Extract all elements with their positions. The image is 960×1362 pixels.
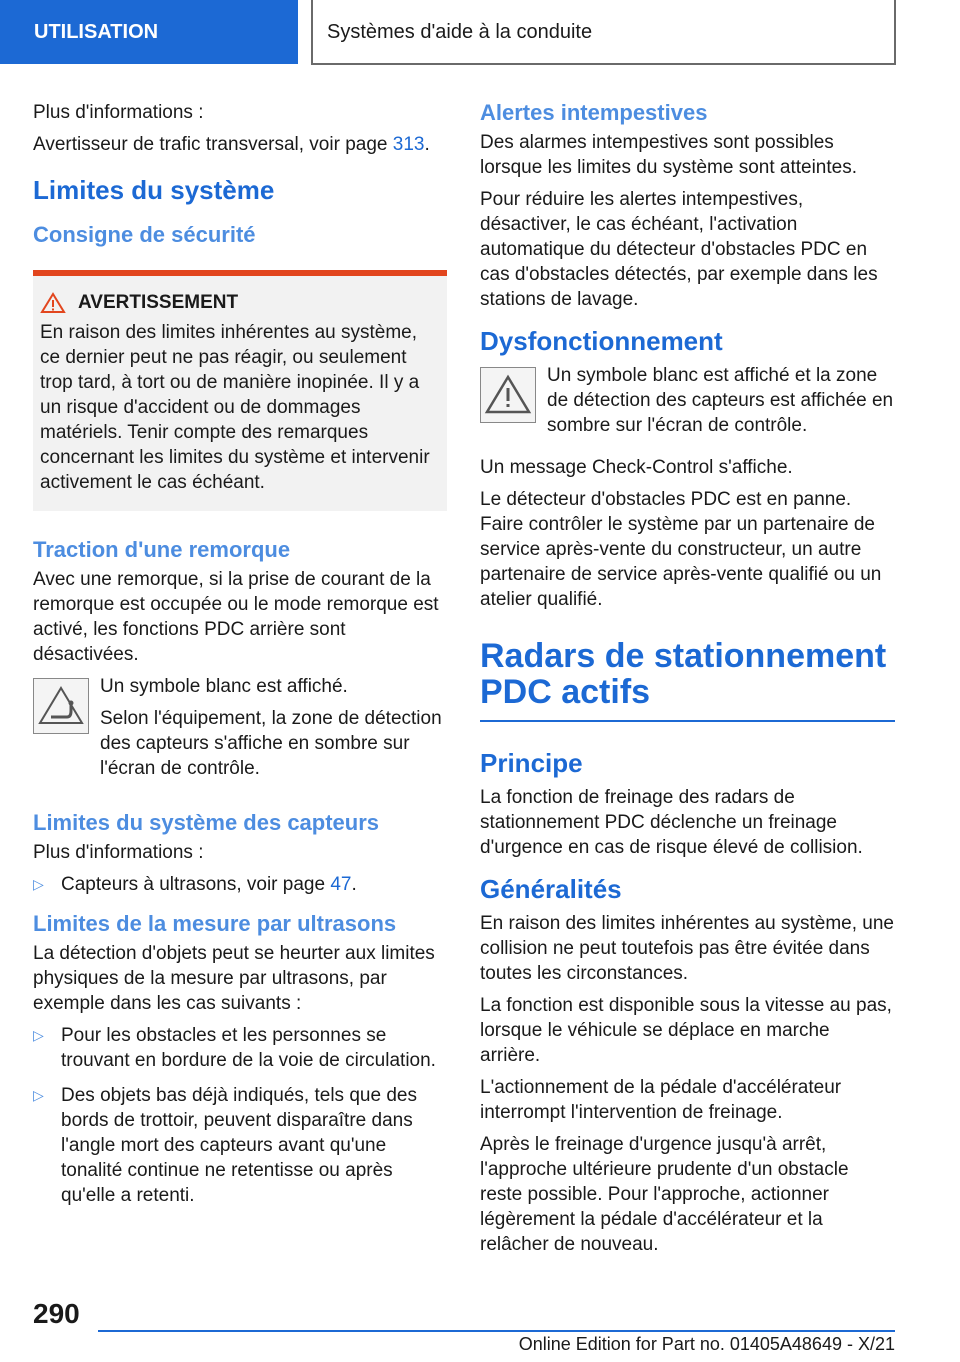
page-number: 290 (33, 1298, 80, 1329)
safety-heading: Consigne de sécurité (33, 222, 256, 247)
page-link-47[interactable]: 47 (330, 874, 352, 895)
malfunction-symbol-text: Un symbole blanc est affiché et la zone de détection des capteurs est affichée en sombre sur l'écran de contrôle. (547, 365, 894, 436)
limits-heading: Limites du système (33, 175, 275, 205)
trailer-symbol-text-1: Un symbole blanc est affiché. (100, 676, 348, 697)
false-alerts-p2: Pour réduire les alertes intempestives, désactiver, le cas échéant, l'activation automatique du détecteur d'obstacles PDC en cas d'obstacles détectés, par exemple dans les stations de lavage. (480, 189, 878, 310)
warning-box (33, 270, 447, 511)
warning-title: AVERTISSEMENT (40, 292, 439, 314)
malfunction-warning-icon (480, 367, 536, 423)
header-section: UTILISATION (0, 0, 298, 64)
sensor-list (33, 872, 447, 897)
ultrasonic-heading: Limites de la mesure par ultrasons (33, 911, 397, 936)
header-chapter: Systèmes d'aide à la conduite (311, 0, 896, 65)
malfunction-p1: Un message Check-Control s'affiche. (480, 457, 793, 478)
sensor-limits-heading: Limites du système des capteurs (33, 810, 380, 835)
warning-triangle-icon (40, 292, 66, 314)
active-pdc-heading: Radars de stationnement PDC actifs (480, 638, 895, 722)
right-column (480, 100, 895, 1264)
trailer-heading: Traction d'une remorque (33, 537, 291, 562)
sensor-limits-intro: Plus d'informations : (33, 842, 204, 863)
malfunction-symbol-row (480, 363, 895, 445)
trailer-text: Avec une remorque, si la prise de courant de la remorque est occupée ou le mode remorque est activé, les fonctions PDC arrière sont désactivées. (33, 569, 439, 665)
general-p1: En raison des limites inhérentes au système, une collision ne peut toutefois pas être évitée dans toutes les circonstances. (480, 913, 894, 984)
principle-text: La fonction de freinage des radars de stationnement PDC déclenche un freinage d'urgence en cas de risque élevé de collision. (480, 787, 863, 858)
cross-traffic-ref: Avertisseur de trafic transversal, voir page 313. (33, 134, 430, 155)
general-p3: L'actionnement de la pédale d'accélérateur interrompt l'intervention de freinage. (480, 1077, 842, 1123)
false-alerts-heading: Alertes intempestives (480, 100, 708, 125)
general-p4: Après le freinage d'urgence jusqu'à arrêt, l'approche ultérieure prudente d'un obstacle reste possible. Pour l'approche, actionner légèrement la pédale d'accélérateur et la relâcher de nouveau. (480, 1134, 849, 1255)
footer-divider (98, 1330, 895, 1332)
list-item: ▷ Pour les obstacles et les personnes se trouvant en bordure de la voie de circulation. (33, 1023, 447, 1073)
ultrasonic-text: La détection d'objets peut se heurter aux limites physiques de la mesure par ultrasons, par exemple dans les cas suivants : (33, 943, 435, 1014)
principle-heading: Principe (480, 748, 583, 778)
footer-edition: Online Edition for Part no. 01405A48649 - X/21 (518, 1334, 895, 1354)
ultrasonic-list (33, 1023, 447, 1208)
page-link-313[interactable]: 313 (392, 134, 425, 155)
list-item: ▷ Des objets bas déjà indiqués, tels que des bords de trottoir, peuvent disparaître dans l'angle mort des capteurs avant qu'une tonalité continue ne retentisse ou après qu'elle a retenti. (33, 1083, 447, 1208)
list-item: ▷ Capteurs à ultrasons, voir page 47. (33, 872, 447, 897)
left-column (33, 100, 447, 1218)
warning-text: En raison des limites inhérentes au système, ce dernier peut ne pas réagir, ou seulement trop tard, à tort ou de manière inopinée. Il y a un risque d'accident ou de dommages matériels. Tenir compte des remarques concernant les limites du système et intervenir activement le cas échéant. (40, 322, 430, 493)
malfunction-heading: Dysfonctionnement (480, 326, 723, 356)
trailer-symbol-text-2: Selon l'équipement, la zone de détection des capteurs s'affiche en sombre sur l'écran de contrôle. (100, 708, 442, 779)
general-heading: Généralités (480, 874, 622, 904)
general-p2: La fonction est disponible sous la vitesse au pas, lorsque le véhicule se déplace en marche arrière. (480, 995, 892, 1066)
false-alerts-p1: Des alarmes intempestives sont possibles lorsque les limites du système sont atteintes. (480, 132, 858, 178)
intro-line: Plus d'informations : (33, 102, 204, 123)
malfunction-p2: Le détecteur d'obstacles PDC est en panne. Faire contrôler le système par un partenaire de service après-vente du constructeur, un autre partenaire de service après-vente qualifié ou un atelier qualifié. (480, 489, 882, 610)
trailer-symbol-row (33, 674, 447, 788)
